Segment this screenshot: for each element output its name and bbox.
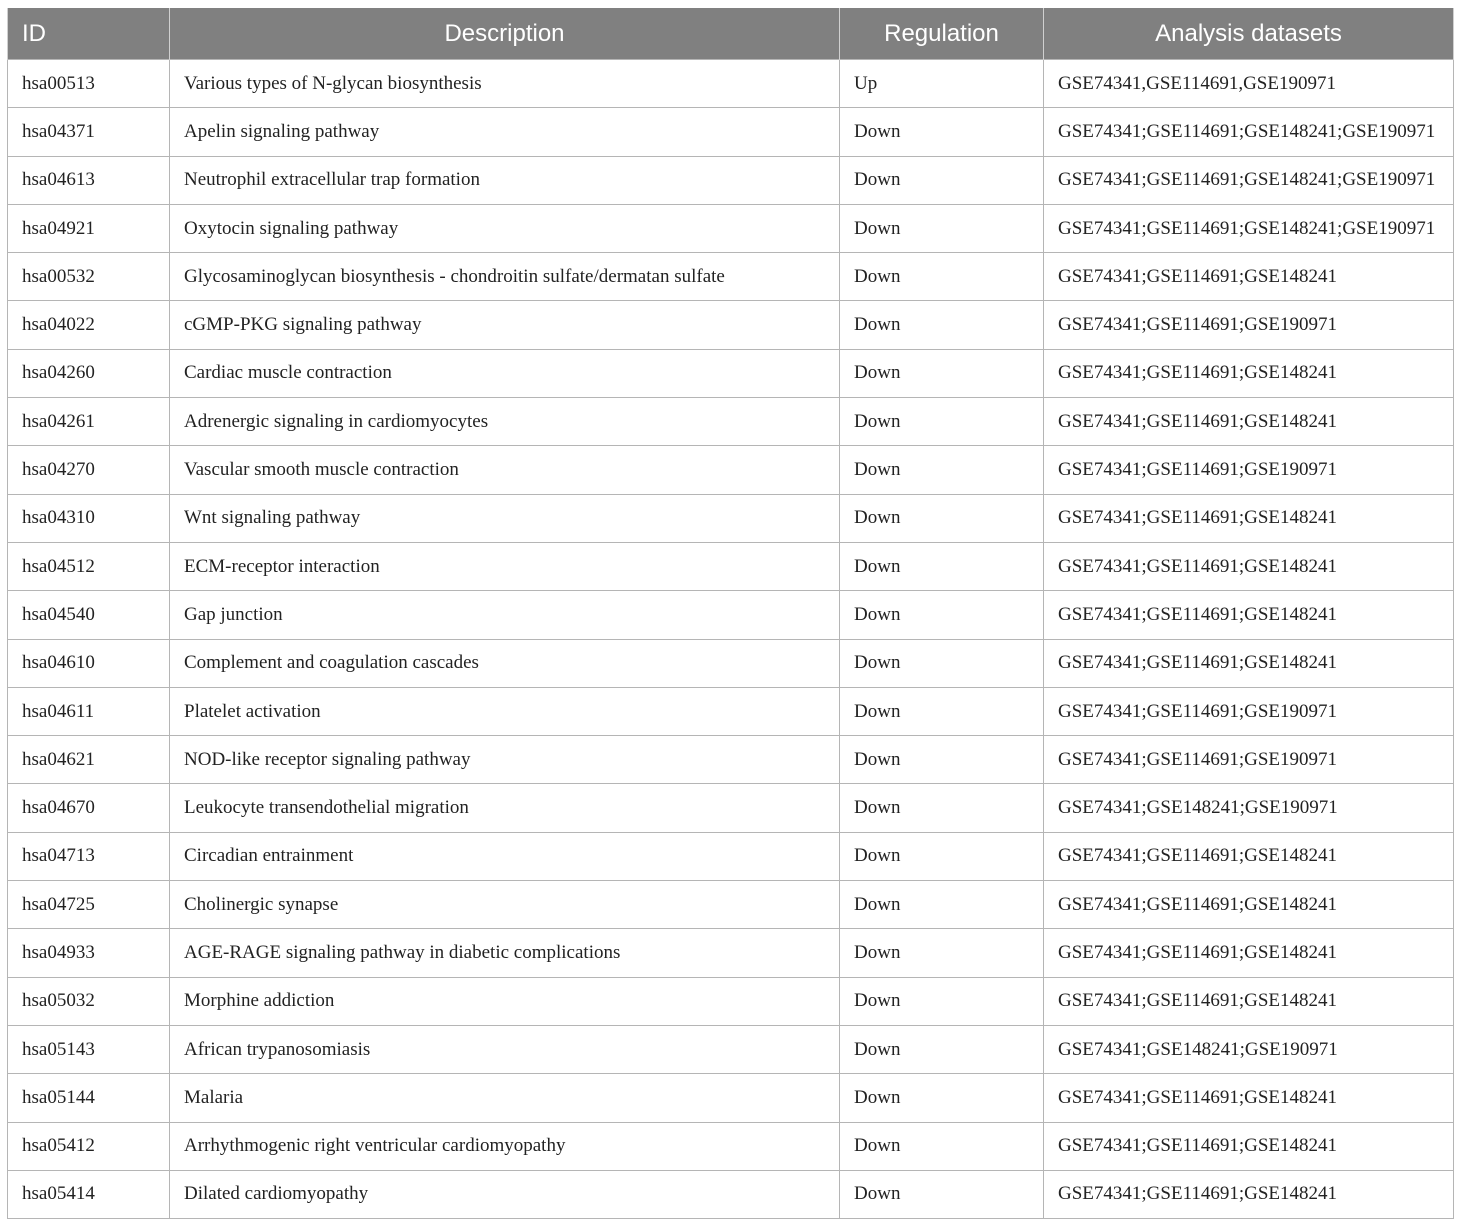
cell-description: Adrenergic signaling in cardiomyocytes xyxy=(170,398,840,446)
cell-id: hsa05414 xyxy=(8,1170,170,1218)
header-analysis-datasets: Analysis datasets xyxy=(1044,8,1454,60)
cell-analysis-datasets: GSE74341;GSE114691;GSE148241 xyxy=(1044,494,1454,542)
cell-description: Apelin signaling pathway xyxy=(170,108,840,156)
table-row xyxy=(8,687,1454,735)
cell-analysis-datasets: GSE74341;GSE114691;GSE148241 xyxy=(1044,1074,1454,1122)
cell-regulation: Down xyxy=(840,1025,1044,1073)
cell-description: Wnt signaling pathway xyxy=(170,494,840,542)
table-row xyxy=(8,977,1454,1025)
cell-id: hsa04270 xyxy=(8,446,170,494)
cell-analysis-datasets: GSE74341;GSE114691;GSE148241;GSE190971 xyxy=(1044,108,1454,156)
cell-description: Various types of N-glycan biosynthesis xyxy=(170,60,840,108)
cell-analysis-datasets: GSE74341,GSE114691,GSE190971 xyxy=(1044,60,1454,108)
table-row xyxy=(8,1122,1454,1170)
cell-regulation: Down xyxy=(840,253,1044,301)
cell-regulation: Down xyxy=(840,398,1044,446)
cell-analysis-datasets: GSE74341;GSE114691;GSE190971 xyxy=(1044,446,1454,494)
cell-description: Arrhythmogenic right ventricular cardiomyopathy xyxy=(170,1122,840,1170)
cell-description: Morphine addiction xyxy=(170,977,840,1025)
cell-analysis-datasets: GSE74341;GSE114691;GSE148241 xyxy=(1044,977,1454,1025)
cell-description: Cholinergic synapse xyxy=(170,881,840,929)
cell-regulation: Down xyxy=(840,977,1044,1025)
table-row xyxy=(8,832,1454,880)
cell-id: hsa05143 xyxy=(8,1025,170,1073)
header-id: ID xyxy=(8,8,170,60)
cell-regulation: Down xyxy=(840,1122,1044,1170)
cell-id: hsa04610 xyxy=(8,639,170,687)
cell-id: hsa00513 xyxy=(8,60,170,108)
cell-analysis-datasets: GSE74341;GSE114691;GSE190971 xyxy=(1044,687,1454,735)
table-row xyxy=(8,542,1454,590)
cell-id: hsa04512 xyxy=(8,542,170,590)
cell-regulation: Down xyxy=(840,736,1044,784)
cell-id: hsa04725 xyxy=(8,881,170,929)
cell-regulation: Down xyxy=(840,1074,1044,1122)
cell-regulation: Down xyxy=(840,784,1044,832)
header-regulation: Regulation xyxy=(840,8,1044,60)
table-row xyxy=(8,1074,1454,1122)
cell-regulation: Down xyxy=(840,881,1044,929)
header-description: Description xyxy=(170,8,840,60)
cell-description: Circadian entrainment xyxy=(170,832,840,880)
table-row xyxy=(8,398,1454,446)
cell-analysis-datasets: GSE74341;GSE114691;GSE190971 xyxy=(1044,301,1454,349)
cell-analysis-datasets: GSE74341;GSE114691;GSE148241;GSE190971 xyxy=(1044,204,1454,252)
cell-regulation: Down xyxy=(840,832,1044,880)
cell-analysis-datasets: GSE74341;GSE114691;GSE148241 xyxy=(1044,832,1454,880)
cell-regulation: Down xyxy=(840,301,1044,349)
cell-id: hsa04713 xyxy=(8,832,170,880)
cell-id: hsa04022 xyxy=(8,301,170,349)
cell-analysis-datasets: GSE74341;GSE148241;GSE190971 xyxy=(1044,1025,1454,1073)
cell-regulation: Down xyxy=(840,494,1044,542)
cell-regulation: Down xyxy=(840,446,1044,494)
table-row xyxy=(8,881,1454,929)
cell-regulation: Down xyxy=(840,687,1044,735)
cell-description: Gap junction xyxy=(170,591,840,639)
cell-analysis-datasets: GSE74341;GSE114691;GSE148241 xyxy=(1044,398,1454,446)
cell-description: Platelet activation xyxy=(170,687,840,735)
table-row xyxy=(8,204,1454,252)
pathway-table xyxy=(7,8,1454,1219)
cell-regulation: Down xyxy=(840,929,1044,977)
table-row xyxy=(8,736,1454,784)
table-body xyxy=(8,60,1454,1219)
pathway-table-container xyxy=(7,8,1453,1219)
cell-regulation: Down xyxy=(840,204,1044,252)
cell-id: hsa00532 xyxy=(8,253,170,301)
cell-description: Vascular smooth muscle contraction xyxy=(170,446,840,494)
cell-analysis-datasets: GSE74341;GSE114691;GSE148241 xyxy=(1044,349,1454,397)
cell-id: hsa04670 xyxy=(8,784,170,832)
cell-regulation: Down xyxy=(840,542,1044,590)
cell-description: African trypanosomiasis xyxy=(170,1025,840,1073)
cell-id: hsa04371 xyxy=(8,108,170,156)
table-row xyxy=(8,1170,1454,1218)
cell-id: hsa04260 xyxy=(8,349,170,397)
cell-regulation: Down xyxy=(840,591,1044,639)
table-row xyxy=(8,108,1454,156)
cell-description: Cardiac muscle contraction xyxy=(170,349,840,397)
cell-description: Oxytocin signaling pathway xyxy=(170,204,840,252)
cell-id: hsa04621 xyxy=(8,736,170,784)
cell-regulation: Up xyxy=(840,60,1044,108)
cell-id: hsa05144 xyxy=(8,1074,170,1122)
cell-regulation: Down xyxy=(840,108,1044,156)
cell-description: Malaria xyxy=(170,1074,840,1122)
cell-analysis-datasets: GSE74341;GSE114691;GSE148241 xyxy=(1044,1170,1454,1218)
cell-id: hsa04261 xyxy=(8,398,170,446)
cell-regulation: Down xyxy=(840,639,1044,687)
table-row xyxy=(8,1025,1454,1073)
table-row xyxy=(8,494,1454,542)
cell-analysis-datasets: GSE74341;GSE114691;GSE148241 xyxy=(1044,639,1454,687)
cell-regulation: Down xyxy=(840,1170,1044,1218)
table-row xyxy=(8,639,1454,687)
table-row xyxy=(8,446,1454,494)
cell-description: AGE-RAGE signaling pathway in diabetic complications xyxy=(170,929,840,977)
cell-description: Dilated cardiomyopathy xyxy=(170,1170,840,1218)
table-header xyxy=(8,8,1454,60)
table-row xyxy=(8,591,1454,639)
cell-regulation: Down xyxy=(840,349,1044,397)
cell-analysis-datasets: GSE74341;GSE114691;GSE148241 xyxy=(1044,1122,1454,1170)
cell-id: hsa04933 xyxy=(8,929,170,977)
cell-analysis-datasets: GSE74341;GSE114691;GSE148241 xyxy=(1044,881,1454,929)
cell-description: Leukocyte transendothelial migration xyxy=(170,784,840,832)
table-row xyxy=(8,253,1454,301)
cell-description: Complement and coagulation cascades xyxy=(170,639,840,687)
cell-id: hsa04310 xyxy=(8,494,170,542)
cell-description: Neutrophil extracellular trap formation xyxy=(170,156,840,204)
cell-analysis-datasets: GSE74341;GSE114691;GSE190971 xyxy=(1044,736,1454,784)
cell-analysis-datasets: GSE74341;GSE114691;GSE148241 xyxy=(1044,253,1454,301)
header-row xyxy=(8,8,1454,60)
cell-analysis-datasets: GSE74341;GSE114691;GSE148241 xyxy=(1044,929,1454,977)
cell-description: cGMP-PKG signaling pathway xyxy=(170,301,840,349)
table-row xyxy=(8,784,1454,832)
cell-id: hsa04611 xyxy=(8,687,170,735)
cell-analysis-datasets: GSE74341;GSE114691;GSE148241;GSE190971 xyxy=(1044,156,1454,204)
cell-analysis-datasets: GSE74341;GSE114691;GSE148241 xyxy=(1044,542,1454,590)
cell-id: hsa04921 xyxy=(8,204,170,252)
cell-regulation: Down xyxy=(840,156,1044,204)
cell-id: hsa05412 xyxy=(8,1122,170,1170)
cell-description: Glycosaminoglycan biosynthesis - chondroitin sulfate/dermatan sulfate xyxy=(170,253,840,301)
table-row xyxy=(8,60,1454,108)
cell-analysis-datasets: GSE74341;GSE148241;GSE190971 xyxy=(1044,784,1454,832)
cell-id: hsa05032 xyxy=(8,977,170,1025)
cell-id: hsa04613 xyxy=(8,156,170,204)
cell-description: NOD-like receptor signaling pathway xyxy=(170,736,840,784)
table-row xyxy=(8,929,1454,977)
table-row xyxy=(8,349,1454,397)
table-row xyxy=(8,156,1454,204)
cell-description: ECM-receptor interaction xyxy=(170,542,840,590)
table-row xyxy=(8,301,1454,349)
cell-id: hsa04540 xyxy=(8,591,170,639)
cell-analysis-datasets: GSE74341;GSE114691;GSE148241 xyxy=(1044,591,1454,639)
